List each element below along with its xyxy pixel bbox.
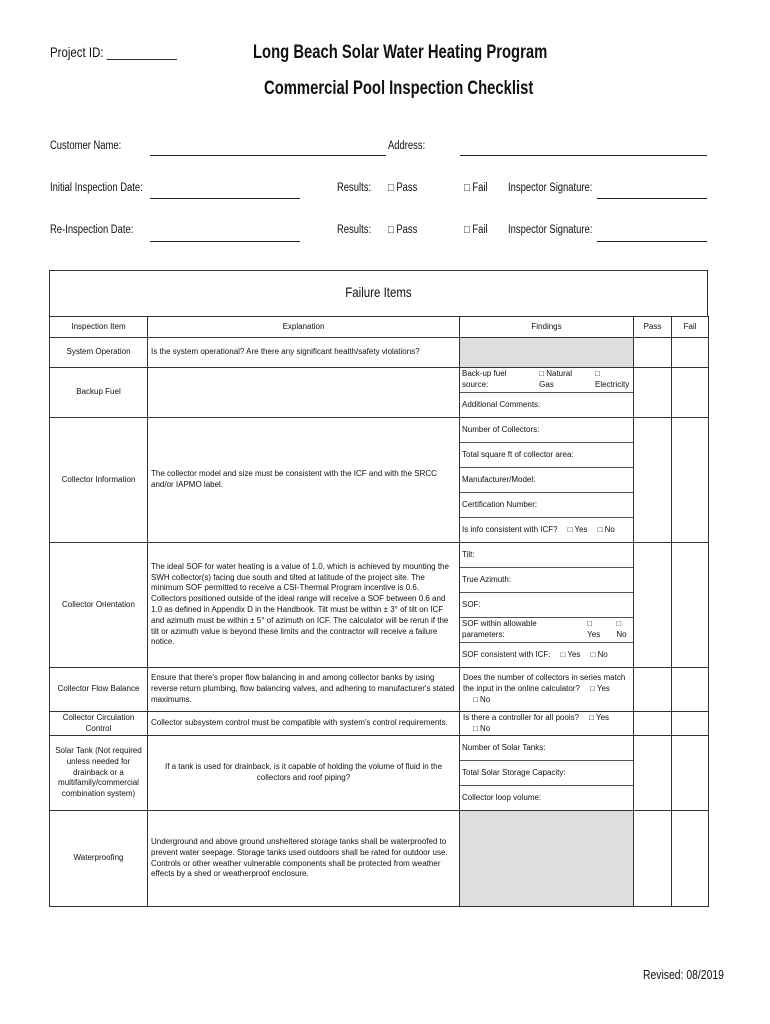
no-checkbox[interactable]: □ No: [590, 649, 608, 659]
findings-collector-information: [460, 418, 634, 543]
findings-waterproofing: [460, 811, 634, 907]
findings-backup-fuel: [460, 368, 634, 418]
finding-sof-consistent: SOF consistent with ICF: □ Yes □ No: [462, 649, 608, 659]
table-row: [50, 736, 709, 811]
item-system-operation: System Operation: [50, 338, 148, 368]
reinspection-fail-checkbox[interactable]: □ Fail: [464, 224, 488, 236]
inspector-signature-label-2: Inspector Signature:: [508, 224, 593, 236]
explanation-solar-tank: If a tank is used for drainback, is it capable of holding the volume of fluid in the collectors and roof piping?: [148, 736, 460, 811]
pass-cell[interactable]: [634, 543, 672, 668]
inspection-table: [49, 316, 709, 907]
results-label: Results:: [337, 182, 372, 194]
fail-cell[interactable]: [672, 338, 709, 368]
title-line-1: Long Beach Solar Water Heating Program: [253, 42, 548, 63]
explanation-system-operation: Is the system operational? Are there any significant health/safety violations?: [148, 338, 460, 368]
pass-cell[interactable]: [634, 712, 672, 736]
explanation-collector-information: The collector model and size must be consistent with the ICF and with the SRCC and/or IAPMO label.: [148, 418, 460, 543]
yes-checkbox[interactable]: □ Yes: [560, 649, 581, 659]
address-label: Address:: [388, 140, 426, 152]
findings-collector-flow-balance: Does the number of collectors in series match the input in the online calculator? □ Yes□ No: [460, 668, 634, 712]
explanation-collector-orientation: The ideal SOF for water heating is a value of 1.0, which is achieved by mounting the SWH collector(s) facing due south and tilted at latitude of the project site. The minimum SOF permitted to receive a CSI-Thermal Program incentive is 0.6. Collectors positioned outside of the ideal range will receive a SOF between 0.6 and 1.0 as defined in Appendix D in the Handbook. Tilt must be within ± 3° of tilt on ICF and azimuth must be within ± 5° of azimuth on ICF. The calculator will be rerun if the tilt or azimuth value is beyond these limits and the contractor will receive a failure notice.: [148, 543, 460, 668]
finding-number-collectors[interactable]: Number of Collectors:: [460, 418, 633, 443]
yes-checkbox[interactable]: □ Yes: [567, 524, 588, 534]
inspector-signature-field-2[interactable]: [597, 241, 707, 242]
yes-checkbox[interactable]: □ Yes: [589, 684, 610, 694]
electricity-checkbox[interactable]: □ Electricity: [594, 369, 630, 389]
address-field[interactable]: [460, 155, 707, 156]
fail-cell[interactable]: [672, 418, 709, 543]
finding-sof-allowable: SOF within allowable parameters: □ Yes □ No: [460, 618, 633, 643]
table-row: [50, 368, 709, 418]
table-row: [50, 811, 709, 907]
fail-cell[interactable]: [672, 543, 709, 668]
finding-collector-loop-volume[interactable]: Collector loop volume:: [462, 792, 542, 802]
finding-true-azimuth[interactable]: True Azimuth:: [460, 568, 633, 593]
pass-cell[interactable]: [634, 418, 672, 543]
results-label-2: Results:: [337, 224, 372, 236]
finding-consistent-icf: Is info consistent with ICF? □ Yes □ No: [462, 524, 615, 534]
revised-date: Revised: 08/2019: [643, 967, 724, 982]
title-line-2: Commercial Pool Inspection Checklist: [264, 78, 534, 99]
explanation-collector-flow-balance: Ensure that there's proper flow balancing in and among collector banks by using reverse return plumbing, flow balancing valves, and adhering to manufacturer's stated maximums.: [148, 668, 460, 712]
item-solar-tank: Solar Tank (Not required unless needed for drainback or a multifamily/commercial combination system): [50, 736, 148, 811]
findings-collector-orientation: [460, 543, 634, 668]
reinspection-date-label: Re-Inspection Date:: [50, 224, 134, 236]
pass-cell[interactable]: [634, 668, 672, 712]
header-pass: Pass: [634, 317, 672, 338]
no-checkbox[interactable]: □ No: [473, 723, 491, 733]
initial-fail-checkbox[interactable]: □ Fail: [464, 182, 488, 194]
table-row: [50, 543, 709, 668]
reinspection-date-field[interactable]: [150, 241, 300, 242]
inspector-signature-field[interactable]: [597, 198, 707, 199]
table-row: [50, 712, 709, 736]
pass-cell[interactable]: [634, 368, 672, 418]
fail-cell[interactable]: [672, 668, 709, 712]
customer-name-label: Customer Name:: [50, 140, 122, 152]
finding-manufacturer-model[interactable]: Manufacturer/Model:: [460, 468, 633, 493]
item-collector-circulation-control: Collector Circulation Control: [50, 712, 148, 736]
finding-additional-comments[interactable]: Additional Comments:: [462, 399, 541, 409]
customer-name-field[interactable]: [150, 155, 386, 156]
natural-gas-checkbox[interactable]: □ Natural Gas: [539, 369, 573, 389]
finding-tilt[interactable]: Tilt:: [460, 543, 633, 568]
item-collector-orientation: Collector Orientation: [50, 543, 148, 668]
header-explanation: Explanation: [148, 317, 460, 338]
fail-cell[interactable]: [672, 368, 709, 418]
finding-certification-number[interactable]: Certification Number:: [460, 493, 633, 518]
table-row: [50, 668, 709, 712]
findings-system-operation: [460, 338, 634, 368]
no-checkbox[interactable]: □ No: [616, 619, 627, 639]
fail-cell[interactable]: [672, 712, 709, 736]
header-findings: Findings: [460, 317, 634, 338]
table-header-row: [50, 317, 709, 338]
table-row: [50, 338, 709, 368]
finding-number-solar-tanks[interactable]: Number of Solar Tanks:: [460, 736, 633, 761]
yes-checkbox[interactable]: □ Yes: [587, 619, 601, 639]
reinspection-pass-checkbox[interactable]: □ Pass: [388, 224, 418, 236]
pass-cell[interactable]: [634, 338, 672, 368]
header-fail: Fail: [672, 317, 709, 338]
initial-pass-checkbox[interactable]: □ Pass: [388, 182, 418, 194]
finding-storage-capacity[interactable]: Total Solar Storage Capacity:: [460, 761, 633, 786]
failure-items-title: Failure Items: [345, 284, 412, 300]
pass-cell[interactable]: [634, 736, 672, 811]
project-id-label: Project ID: ___________: [50, 44, 178, 60]
initial-date-field[interactable]: [150, 198, 300, 199]
explanation-waterproofing: Underground and above ground unsheltered storage tanks shall be waterproofed to prevent water seepage. Storage tanks used outdoors shall be rated for outdoor use. Controls or other weather vulnerable components shall be protected from weather effects by a shed or weatherproof enclosure.: [148, 811, 460, 907]
item-collector-information: Collector Information: [50, 418, 148, 543]
finding-sof[interactable]: SOF:: [460, 593, 633, 618]
item-waterproofing: Waterproofing: [50, 811, 148, 907]
explanation-collector-circulation-control: Collector subsystem control must be compatible with system's control requirements.: [148, 712, 460, 736]
fail-cell[interactable]: [672, 736, 709, 811]
inspector-signature-label: Inspector Signature:: [508, 182, 593, 194]
finding-square-ft[interactable]: Total square ft of collector area:: [460, 443, 633, 468]
explanation-backup-fuel: [148, 368, 460, 418]
no-checkbox[interactable]: □ No: [597, 524, 615, 534]
header-inspection-item: Inspection Item: [50, 317, 148, 338]
no-checkbox[interactable]: □ No: [473, 694, 491, 704]
findings-solar-tank: [460, 736, 634, 811]
fail-cell[interactable]: [672, 811, 709, 907]
yes-checkbox[interactable]: □ Yes: [589, 712, 610, 722]
initial-date-label: Initial Inspection Date:: [50, 182, 143, 194]
finding-fuel-source: Back-up fuel source: □ Natural Gas □ Electricity: [460, 368, 633, 393]
item-backup-fuel: Backup Fuel: [50, 368, 148, 418]
pass-cell[interactable]: [634, 811, 672, 907]
item-collector-flow-balance: Collector Flow Balance: [50, 668, 148, 712]
table-row: [50, 418, 709, 543]
findings-collector-circulation-control: Is there a controller for all pools? □ Yes□ No: [460, 712, 634, 736]
